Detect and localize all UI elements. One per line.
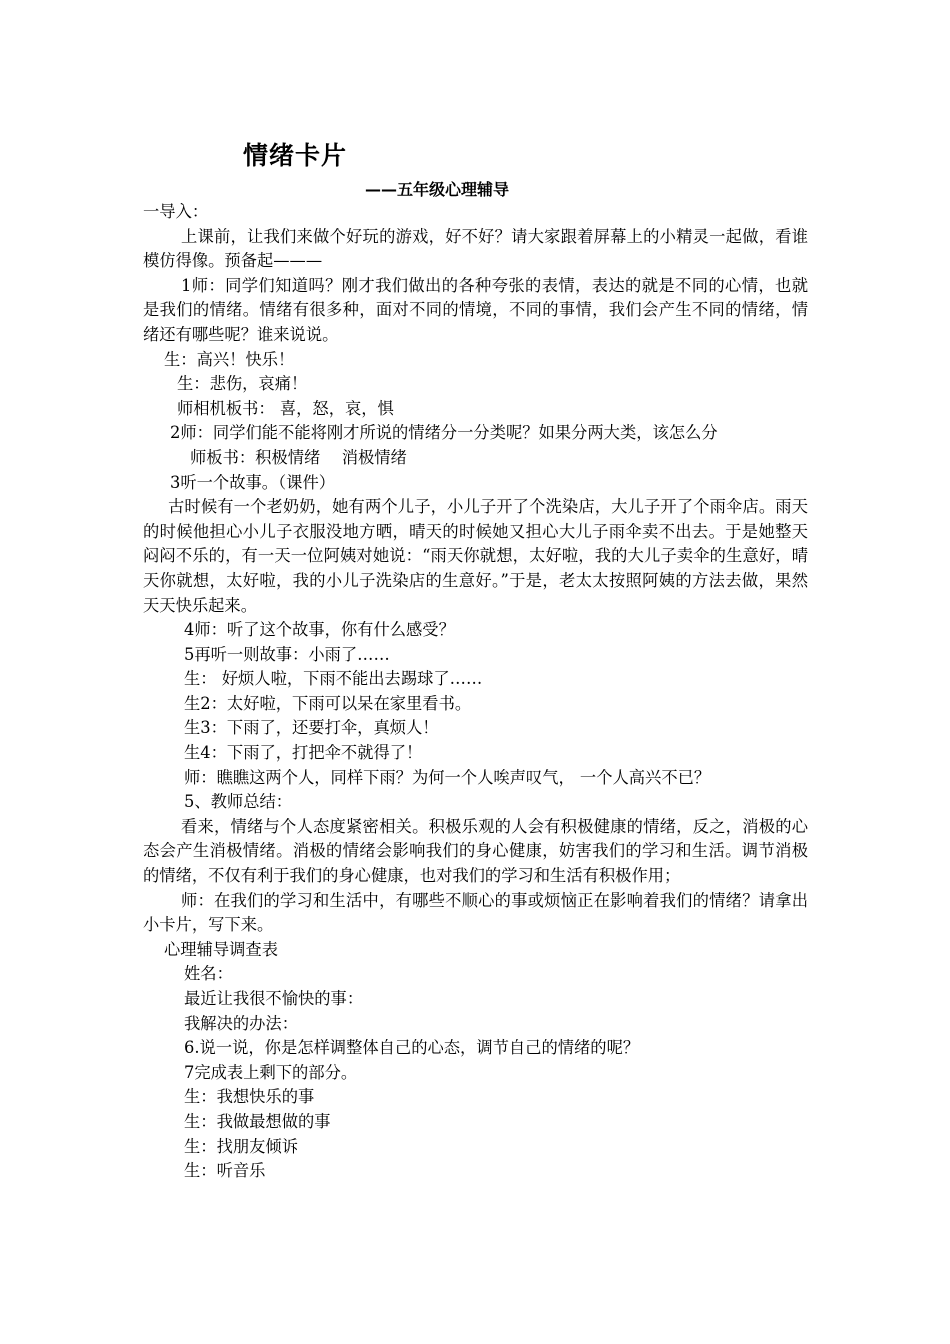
student-line: 生：我做最想做的事 xyxy=(184,1111,331,1131)
paragraph-teacher-1: 1师：同学们知道吗？刚才我们做出的各种夸张的表情，表达的就是不同的心情，也就是我们的情绪。情绪有很多种，面对不同的情境，不同的事情，我们会产生不同的情绪，情绪还有哪些呢？谁来说说。 xyxy=(143,275,808,344)
summary-heading: 5、教师总结： xyxy=(184,792,293,812)
student-line: 生2：太好啦，下雨可以呆在家里看书。 xyxy=(184,693,472,713)
survey-title: 心理辅导调查表 xyxy=(164,939,278,959)
section-heading-intro: 一导入： xyxy=(143,202,209,221)
document-body xyxy=(143,200,808,1184)
story-heading: 3听一个故事。（课件） xyxy=(170,472,336,492)
survey-field-solution: 我解决的办法： xyxy=(184,1013,298,1033)
teacher-line-2: 2师：同学们能不能将刚才所说的情绪分一分类呢？如果分两大类，该怎么分 xyxy=(170,423,718,443)
student-line: 生4：下雨了，打把伞不就得了！ xyxy=(184,743,423,763)
blackboard-line: 师板书：积极情绪 消极情绪 xyxy=(190,447,407,467)
teacher-paragraph: 师：在我们的学习和生活中，有哪些不顺心的事或烦恼正在影响着我们的情绪？请拿出小卡片，写下来。 xyxy=(143,890,808,935)
story-paragraph: 古时候有一个老奶奶，她有两个儿子，小儿子开了个洗染店，大儿子开了个雨伞店。雨天的时候他担心小儿子衣服没地方晒，晴天的时候她又担心大儿子雨伞卖不出去。于是她整天闷闷不乐的，有一天一位阿姨对她说：“雨天你就想，太好啦，我的大儿子卖伞的生意好，晴天你就想，太好啦，我的小儿子洗染店的生意好。”于是，老太太按照阿姨的方法去做，果然天天快乐起来。 xyxy=(143,497,808,615)
student-line: 生：悲伤，哀痛！ xyxy=(177,374,308,394)
step-7: 7完成表上剩下的部分。 xyxy=(184,1062,358,1082)
teacher-line: 师：瞧瞧这两个人，同样下雨？为何一个人唉声叹气， 一个人高兴不已？ xyxy=(184,767,711,787)
story-heading-2: 5再听一则故事：小雨了…… xyxy=(184,644,390,664)
summary-paragraph: 看来，情绪与个人态度紧密相关。积极乐观的人会有积极健康的情绪，反之，消极的心态会产生消极情绪。消极的情绪会影响我们的身心健康，妨害我们的学习和生活。调节消极的情绪，不仅有利于我们的身心健康，也对我们的学习和生活有积极作用； xyxy=(143,816,808,886)
student-line: 生： 好烦人啦，下雨不能出去踢球了…… xyxy=(184,669,483,689)
document-title: 情绪卡片 xyxy=(243,141,348,170)
survey-field-name: 姓名： xyxy=(184,964,233,984)
blackboard-line: 师相机板书： 喜，怒，哀，惧 xyxy=(177,398,394,418)
student-line: 生：高兴！快乐！ xyxy=(164,349,295,369)
student-line: 生3：下雨了，还要打伞，真烦人！ xyxy=(184,718,439,738)
document-subtitle: ——五年级心理辅导 xyxy=(365,180,510,199)
student-line: 生：听音乐 xyxy=(184,1161,266,1181)
paragraph-game: 上课前，让我们来做个好玩的游戏，好不好？请大家跟着屏幕上的小精灵一起做，看谁模仿得像。预备起——— xyxy=(143,226,808,271)
question-6: 6.说一说，你是怎样调整体自己的心态，调节自己的情绪的呢？ xyxy=(184,1038,640,1058)
student-line: 生：我想快乐的事 xyxy=(184,1087,315,1107)
teacher-line-4: 4师：听了这个故事，你有什么感受？ xyxy=(184,620,455,640)
survey-field-unhappy: 最近让我很不愉快的事： xyxy=(184,989,364,1008)
student-line: 生：找朋友倾诉 xyxy=(184,1136,298,1156)
